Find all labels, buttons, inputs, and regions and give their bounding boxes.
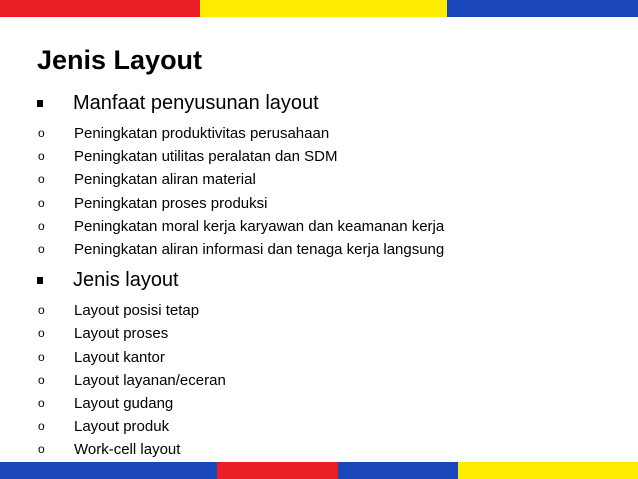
list-item bbox=[0, 145, 638, 168]
list-item bbox=[0, 192, 638, 215]
circle-bullet-icon: o bbox=[38, 349, 45, 364]
circle-bullet-icon: o bbox=[38, 172, 45, 187]
list-item-text: Peningkatan utilitas peralatan dan SDM bbox=[74, 148, 338, 166]
list-item bbox=[0, 299, 638, 322]
slide-title: Jenis Layout bbox=[37, 45, 203, 75]
section-heading bbox=[0, 88, 638, 118]
list-item-text: Layout layanan/eceran bbox=[74, 371, 226, 389]
section-heading bbox=[0, 265, 638, 295]
bottom-stripe-yellow bbox=[458, 462, 638, 479]
bottom-stripe-blue-right bbox=[338, 462, 458, 479]
section-heading-text: Jenis layout bbox=[73, 269, 179, 292]
square-bullet-icon bbox=[37, 88, 47, 118]
top-stripe-yellow bbox=[200, 0, 447, 17]
list-item-text: Peningkatan moral kerja karyawan dan keamanan kerja bbox=[74, 217, 445, 235]
circle-bullet-icon: o bbox=[38, 241, 45, 256]
list-item bbox=[0, 322, 638, 345]
list-item bbox=[0, 438, 638, 461]
bottom-stripe-blue-left bbox=[0, 462, 217, 479]
circle-bullet-icon: o bbox=[38, 442, 45, 457]
list-item-text: Layout kantor bbox=[74, 348, 165, 366]
section-heading-text: Manfaat penyusunan layout bbox=[73, 92, 319, 114]
list-item-text: Peningkatan aliran material bbox=[74, 171, 256, 189]
list-item bbox=[0, 238, 638, 261]
circle-bullet-icon: o bbox=[38, 149, 45, 164]
list-item bbox=[0, 415, 638, 438]
circle-bullet-icon: o bbox=[38, 218, 45, 233]
top-color-stripe bbox=[0, 0, 638, 17]
list-item-text: Peningkatan proses produksi bbox=[74, 194, 268, 212]
bullet-list bbox=[0, 88, 638, 461]
list-item-text: Layout gudang bbox=[74, 394, 174, 412]
circle-bullet-icon: o bbox=[38, 195, 45, 210]
square-bullet-icon bbox=[37, 265, 47, 295]
circle-bullet-icon: o bbox=[38, 419, 45, 434]
list-item-text: Layout proses bbox=[74, 325, 169, 343]
circle-bullet-icon: o bbox=[38, 126, 45, 140]
circle-bullet-icon: o bbox=[38, 303, 45, 318]
list-item bbox=[0, 369, 638, 392]
list-item bbox=[0, 346, 638, 369]
list-item-text: Layout produk bbox=[74, 418, 170, 436]
top-stripe-red bbox=[0, 0, 200, 17]
list-item bbox=[0, 168, 638, 191]
list-item bbox=[0, 122, 638, 145]
list-item-text: Layout posisi tetap bbox=[74, 302, 200, 320]
list-item-text: Peningkatan aliran informasi dan tenaga kerja langsung bbox=[74, 240, 445, 258]
bottom-color-stripe bbox=[0, 462, 638, 479]
list-item bbox=[0, 215, 638, 238]
list-item-text: Peningkatan produktivitas perusahaan bbox=[74, 125, 330, 142]
circle-bullet-icon: o bbox=[38, 372, 45, 387]
top-stripe-blue bbox=[447, 0, 638, 17]
list-item bbox=[0, 392, 638, 415]
circle-bullet-icon: o bbox=[38, 326, 45, 341]
bottom-stripe-red bbox=[217, 462, 338, 479]
list-item-text: Work-cell layout bbox=[74, 441, 181, 459]
circle-bullet-icon: o bbox=[38, 395, 45, 410]
